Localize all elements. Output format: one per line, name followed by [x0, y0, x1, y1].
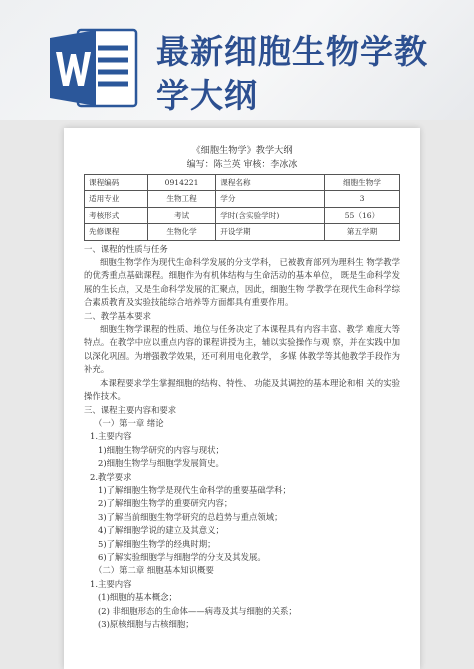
document-title: 《细胞生物学》教学大纲: [191, 145, 293, 156]
page-header: [0, 0, 474, 120]
course-info-label: 先修课程: [85, 224, 148, 240]
course-info-row: [85, 175, 400, 191]
list-item: 3)了解当前细胞生物学研究的总趋势与重点领域；: [98, 511, 283, 522]
chapter-1-subheading-requirements: 2.教学要求: [90, 471, 132, 482]
list-item: 4)了解细胞学说的建立及其意义；: [98, 525, 224, 536]
course-info-value: 生物化学: [147, 224, 215, 240]
course-info-label: 课程编码: [85, 175, 148, 191]
section-2-heading: 二、教学基本要求: [84, 310, 151, 321]
course-info-label: 考核形式: [85, 207, 148, 223]
page-title-line-1: 最新细胞生物学教: [156, 32, 428, 71]
section-3-heading: 三、课程主要内容和要求: [84, 404, 177, 415]
chapter-1-content-list: [84, 444, 400, 471]
list-item: (1)细胞的基本概念；: [98, 592, 177, 603]
list-item: 2)了解细胞生物学的重要研究内容；: [98, 498, 233, 509]
course-info-value: 生物工程: [147, 191, 215, 207]
word-document-icon: [48, 24, 140, 112]
list-item: (2) 非细胞形态的生命体——病毒及其与细胞的关系；: [98, 605, 297, 616]
course-info-row: [85, 207, 400, 223]
course-info-label: 适用专业: [85, 191, 148, 207]
course-info-table: [84, 174, 400, 241]
chapter-1-subheading-content: 1.主要内容: [90, 431, 132, 442]
chapter-2-subheading-content: 1.主要内容: [90, 578, 132, 589]
course-info-row: [85, 191, 400, 207]
document-editors: 编写：陈兰英 审核：李冰冰: [186, 160, 298, 170]
list-item: (3)原核细胞与古核细胞；: [98, 619, 194, 629]
list-item: 1)了解细胞生物学是现代生命科学的重要基础学科；: [98, 484, 291, 495]
course-info-value: 55（16）: [324, 207, 399, 223]
course-info-value: 3: [324, 191, 399, 207]
chapter-1-requirements-list: [84, 484, 400, 564]
course-info-value: 细胞生物学: [324, 175, 399, 191]
course-info-label: 课程名称: [216, 175, 325, 191]
page-title-line-2: 学大纲: [156, 76, 258, 115]
list-item: 2)细胞生物学与细胞学发展简史。: [98, 458, 224, 469]
section-2-paragraph-1: 细胞生物学课程的性质、地位与任务决定了本课程具有内容丰富、教学 难度大等特点。在教学中应以重点内容的课程讲授为主，辅以实验操作与观 察，并在实践中加以深化巩固。为增强教学效果，还可利用电化教学， 多媒 体教学等其他教学手段作为补充。: [84, 324, 400, 375]
section-1-paragraph: 细胞生物学作为现代生命科学发展的分支学科， 已被教育部列为理科生 物学教学的优秀重点基础课程。细胞作为有机体结构与生命活动的基本单位， 既是生命科学发展的生长点，又是生命科学发展的汇聚点，因此，细胞生物 学教学在现代生命科学综合素质教育及实验技能综合培养等方面都具有重要作用。: [84, 257, 400, 308]
document-page: [64, 128, 420, 669]
section-1-heading: 一、课程的性质与任务: [84, 243, 168, 254]
list-item: 1)细胞生物学研究的内容与现状；: [98, 444, 224, 455]
course-info-label: 开设学期: [216, 224, 325, 240]
document-body: [84, 144, 400, 631]
course-info-label: 学分: [216, 191, 325, 207]
section-2-paragraph-2: 本课程要求学生掌握细胞的结构、特性、 功能及其调控的基本理论和相 关的实验操作技术。: [84, 377, 400, 402]
course-info-value: 第五学期: [324, 224, 399, 240]
course-info-value: 考试: [147, 207, 215, 223]
course-info-label: 学时(含实验学时): [216, 207, 325, 223]
page-title: [156, 30, 456, 118]
course-info-row: [85, 224, 400, 240]
list-item: 5)了解细胞生物学的经典时期；: [98, 538, 216, 549]
course-info-value: 0914221: [147, 175, 215, 191]
list-item: 6)了解实验细胞学与细胞学的分支及其发展。: [98, 551, 266, 562]
chapter-1-title: （一）第一章 绪论: [94, 417, 164, 428]
chapter-2-title: （二）第二章 细胞基本知识概要: [94, 565, 214, 576]
chapter-2-content-list: [84, 591, 400, 631]
